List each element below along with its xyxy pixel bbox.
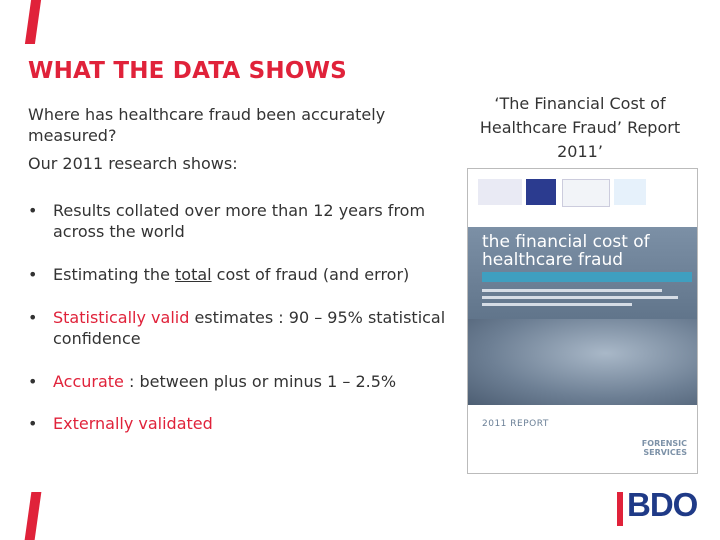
report-caption: ‘The Financial Cost of Healthcare Fraud’ Report 2011’ — [479, 94, 681, 161]
bullet-text — [53, 371, 453, 392]
cover-forensic-line: SERVICES — [643, 448, 687, 457]
partner-logo — [478, 179, 522, 205]
cover-title — [482, 233, 650, 269]
accent-bar-bottom — [25, 492, 42, 540]
slide-title: WHAT THE DATA SHOWS — [28, 58, 347, 84]
bullet-marker: • — [28, 265, 38, 284]
bullet-text-highlight: Accurate — [53, 372, 124, 391]
bullet-text-pre: Estimating the — [53, 265, 175, 284]
bullet-text — [53, 264, 453, 285]
cover-photo — [468, 319, 697, 405]
cover-forensic-logo — [642, 439, 687, 457]
accent-bar-top — [25, 0, 41, 44]
cover-report-label: 2011 REPORT — [482, 419, 549, 429]
report-cover-image — [467, 168, 698, 474]
partner-logo — [526, 179, 556, 205]
intro-question: Where has healthcare fraud been accurately measured? — [28, 105, 386, 145]
bdo-logo-bracket — [617, 492, 623, 526]
partner-logo — [652, 179, 688, 205]
bullet-marker: • — [28, 308, 38, 327]
cover-fineprint — [482, 289, 682, 310]
bdo-logo — [617, 486, 703, 526]
cover-title-line: the financial cost of — [482, 232, 650, 252]
cover-title-line: healthcare fraud — [482, 250, 624, 270]
bullet-text-emphasis: total — [175, 265, 212, 284]
bullet-text: Results collated over more than 12 years from across the world — [53, 201, 426, 241]
bullet-text-post: cost of fraud (and error) — [211, 265, 410, 284]
bullet-marker: • — [28, 372, 38, 391]
bullet-text-highlight: Statistically valid — [53, 308, 190, 327]
cover-subtitle-bar — [482, 272, 692, 282]
cover-forensic-line: FORENSIC — [641, 439, 687, 448]
bullet-marker: • — [28, 414, 38, 433]
bullet-text-rest: : between plus or minus 1 – 2.5% — [123, 372, 397, 391]
intro-research: Our 2011 research shows: — [28, 154, 238, 173]
cover-logo-strip — [468, 169, 697, 227]
bullet-marker: • — [28, 201, 38, 220]
cover-footer — [468, 405, 697, 473]
bdo-logo-text: BDO — [627, 486, 698, 523]
cover-title-band — [468, 227, 697, 405]
bullet-text-highlight: Externally validated — [53, 414, 213, 433]
bullet-text-rest: estimates : 90 – 95% statistical confidence — [53, 308, 446, 348]
bullet-text — [53, 307, 453, 349]
partner-logo — [614, 179, 646, 205]
partner-logo — [562, 179, 610, 207]
